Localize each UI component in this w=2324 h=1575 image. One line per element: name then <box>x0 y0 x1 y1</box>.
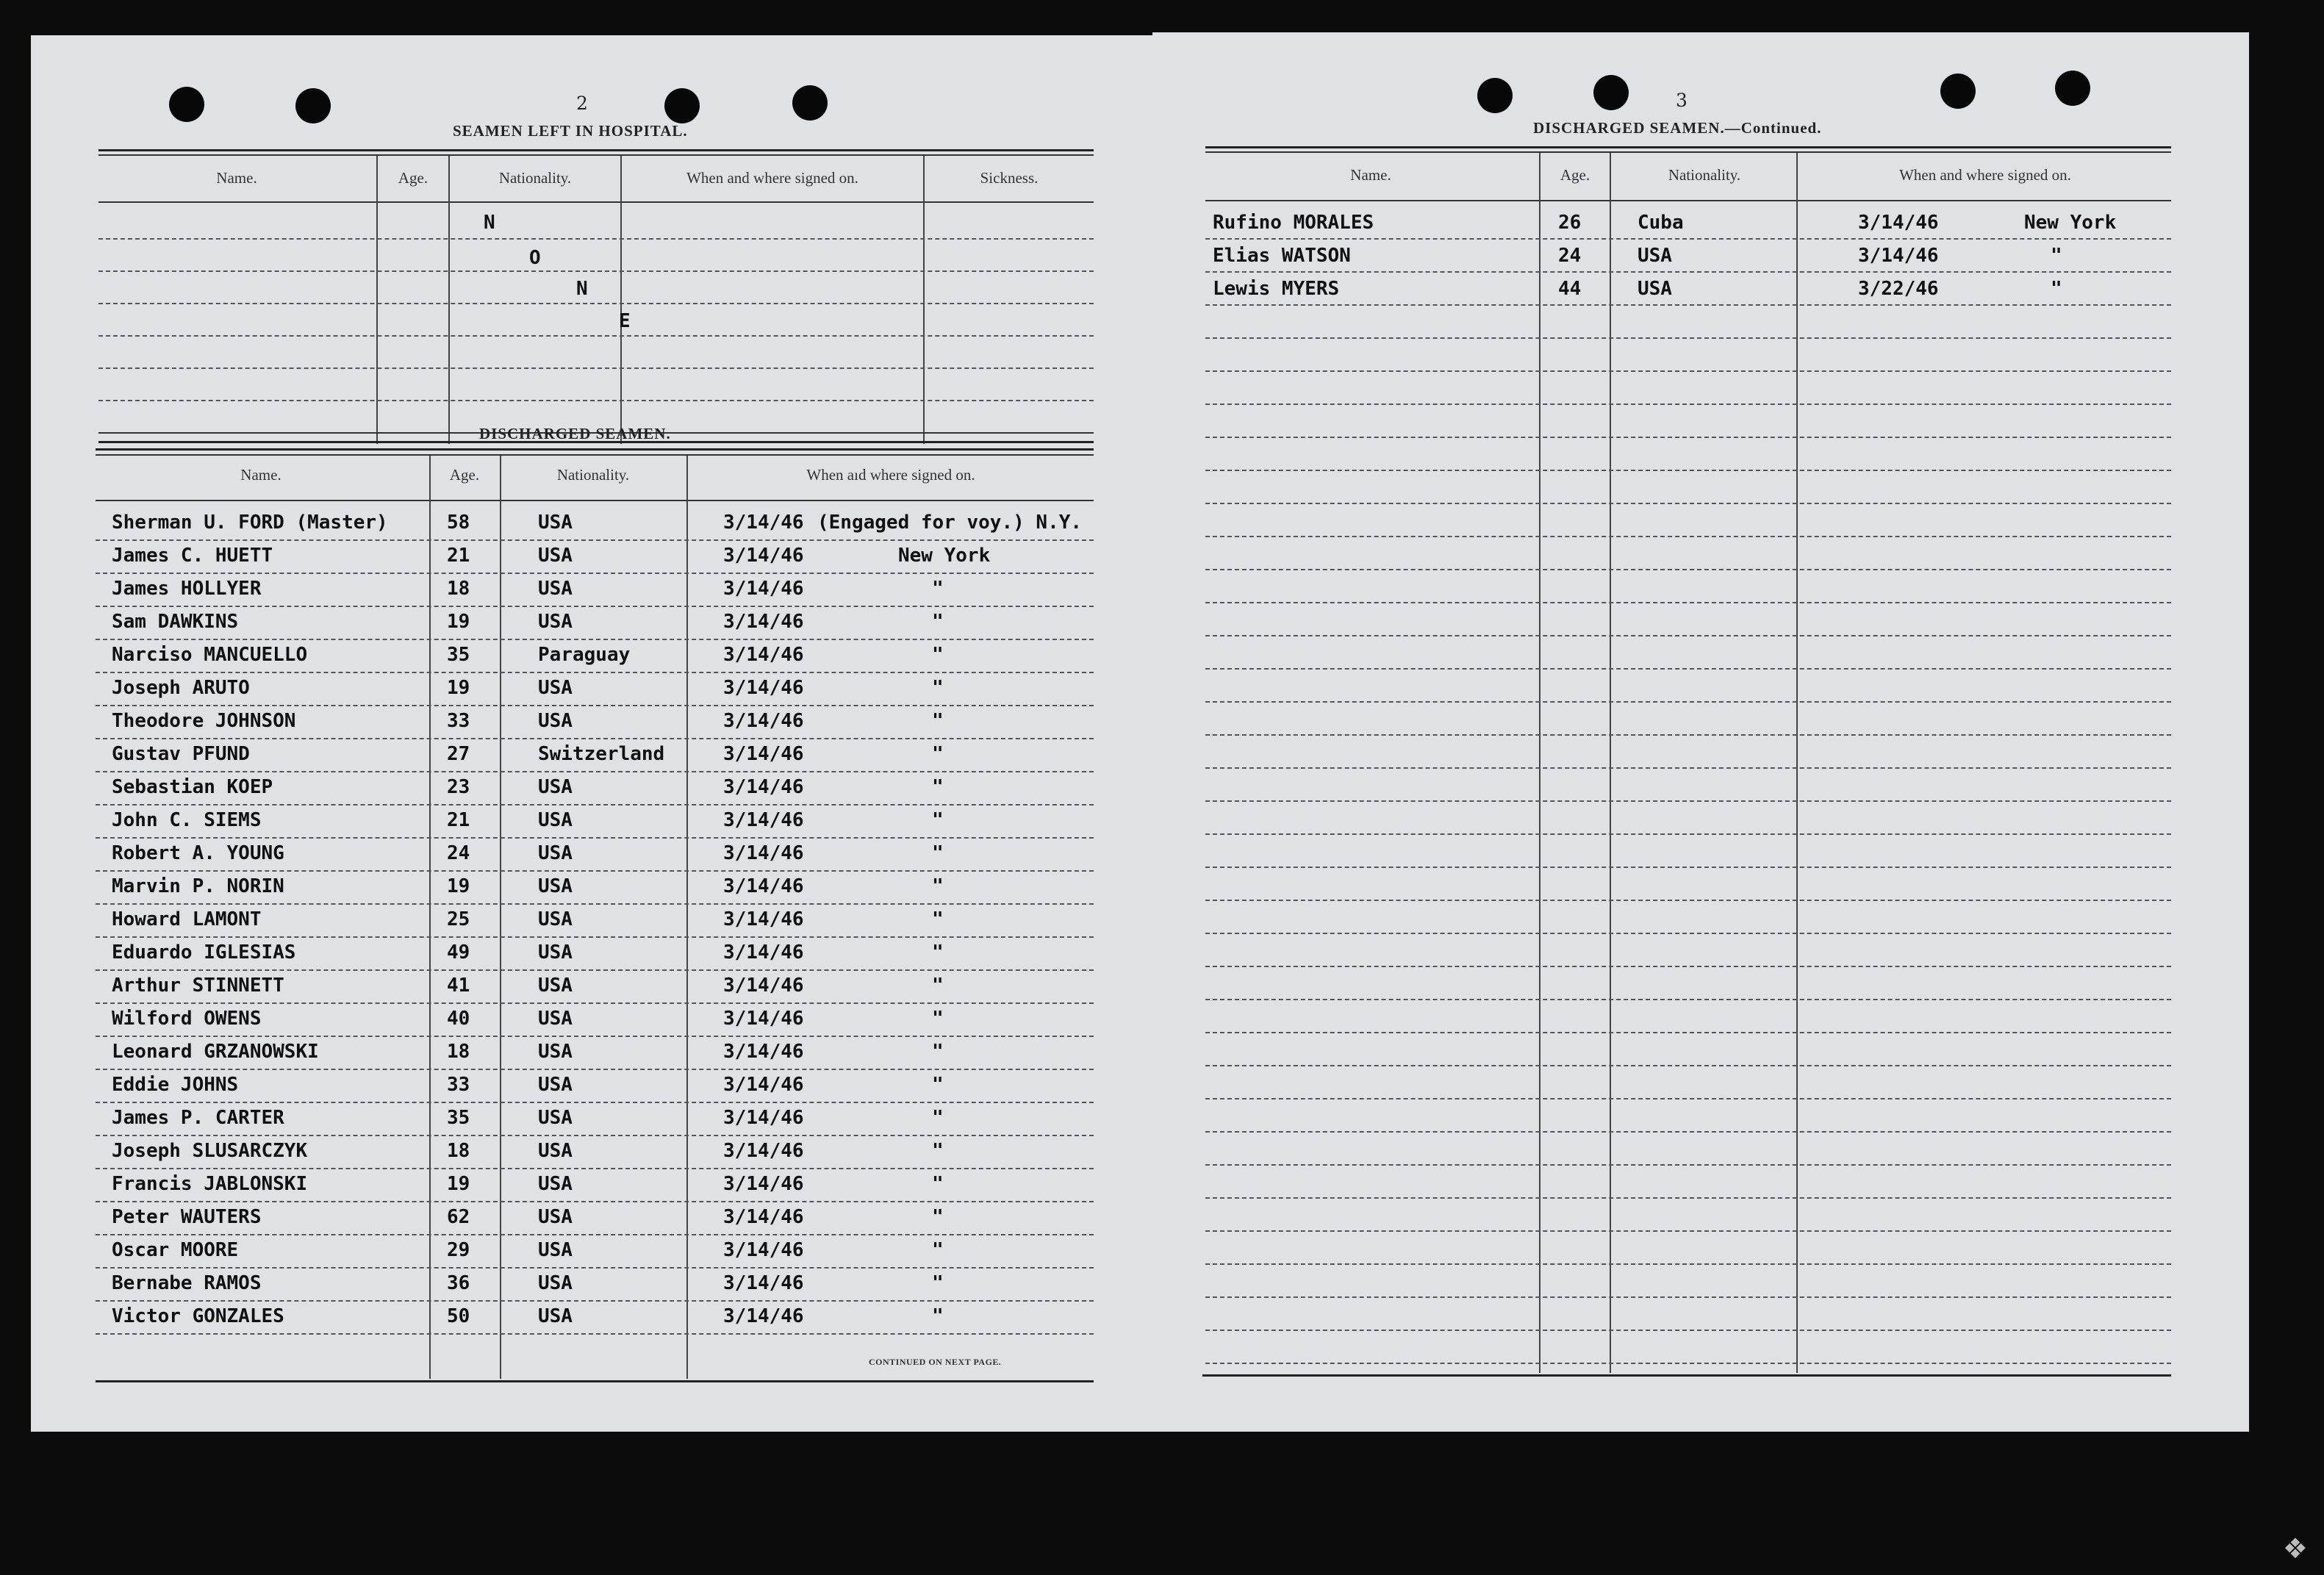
date-cell: 3/14/46 <box>1858 212 1939 234</box>
date-cell: 3/14/46 <box>723 941 804 964</box>
place-cell: " <box>932 1206 944 1228</box>
age-cell: 23 <box>447 776 470 798</box>
place-cell: " <box>2051 245 2062 267</box>
date-cell: 3/14/46 <box>723 776 804 798</box>
place-cell: " <box>932 941 944 964</box>
section-heading-hospital: SEAMEN LEFT IN HOSPITAL. <box>453 122 688 140</box>
date-cell: 3/14/46 <box>723 908 804 930</box>
place-cell: " <box>932 677 944 699</box>
place-cell: " <box>2051 278 2062 300</box>
nationality-cell: USA <box>538 1239 573 1261</box>
punch-hole <box>295 88 331 123</box>
place-cell: " <box>932 1041 944 1063</box>
col-header-nationality: Nationality. <box>498 169 572 187</box>
col-header-nationality: Nationality. <box>1668 166 1741 184</box>
name-cell: Joseph SLUSARCZYK <box>112 1140 308 1162</box>
place-cell: " <box>932 1107 944 1129</box>
punch-hole <box>2055 71 2090 106</box>
nationality-cell: Paraguay <box>538 644 631 666</box>
date-cell: 3/14/46 <box>723 512 804 534</box>
nationality-cell: USA <box>538 1074 573 1096</box>
nationality-cell: USA <box>538 776 573 798</box>
nationality-cell: USA <box>538 875 573 897</box>
age-cell: 24 <box>447 842 470 864</box>
age-cell: 33 <box>447 710 470 732</box>
corner-mark-icon: ❖ <box>2282 1532 2308 1565</box>
place-cell: " <box>932 776 944 798</box>
name-cell: Theodore JOHNSON <box>112 710 296 732</box>
nationality-cell: USA <box>538 677 573 699</box>
name-cell: Howard LAMONT <box>112 908 262 930</box>
nationality-cell: USA <box>538 908 573 930</box>
nationality-cell: USA <box>538 842 573 864</box>
right-page <box>1152 32 2249 1432</box>
date-cell: 3/14/46 <box>723 875 804 897</box>
date-cell: 3/22/46 <box>1858 278 1939 300</box>
age-cell: 40 <box>447 1008 470 1030</box>
date-cell: 3/14/46 <box>723 677 804 699</box>
nationality-cell: USA <box>538 1272 573 1294</box>
age-cell: 36 <box>447 1272 470 1294</box>
date-cell: 3/14/46 <box>723 710 804 732</box>
nationality-cell: USA <box>538 1305 573 1327</box>
place-cell: " <box>932 1239 944 1261</box>
age-cell: 41 <box>447 975 470 997</box>
place-cell: " <box>932 908 944 930</box>
place-cell: " <box>932 710 944 732</box>
name-cell: Narciso MANCUELLO <box>112 644 308 666</box>
age-cell: 50 <box>447 1305 470 1327</box>
age-cell: 24 <box>1558 245 1582 267</box>
place-cell: " <box>932 1008 944 1030</box>
nationality-cell: Cuba <box>1638 212 1684 234</box>
place-cell: " <box>932 1074 944 1096</box>
nationality-cell: USA <box>538 1173 573 1195</box>
name-cell: Gustav PFUND <box>112 743 250 765</box>
name-cell: Eduardo IGLESIAS <box>112 941 296 964</box>
place-cell: " <box>932 1272 944 1294</box>
hospital-mark: N <box>484 212 495 234</box>
punch-hole <box>792 85 828 121</box>
age-cell: 27 <box>447 743 470 765</box>
nationality-cell: USA <box>538 975 573 997</box>
age-cell: 19 <box>447 1173 470 1195</box>
page-number: 2 <box>576 93 588 114</box>
date-cell: 3/14/46 <box>723 644 804 666</box>
age-cell: 19 <box>447 611 470 633</box>
nationality-cell: USA <box>538 1041 573 1063</box>
age-cell: 33 <box>447 1074 470 1096</box>
col-header-nationality: Nationality. <box>556 466 630 484</box>
name-cell: Victor GONZALES <box>112 1305 284 1327</box>
continued-note: CONTINUED ON NEXT PAGE. <box>869 1357 1002 1367</box>
place-cell: " <box>932 842 944 864</box>
age-cell: 18 <box>447 578 470 600</box>
date-cell: 3/14/46 <box>723 1272 804 1294</box>
nationality-cell: Switzerland <box>538 743 665 765</box>
hospital-mark: N <box>576 278 588 300</box>
date-cell: 3/14/46 <box>723 1239 804 1261</box>
age-cell: 25 <box>447 908 470 930</box>
name-cell: Sebastian KOEP <box>112 776 273 798</box>
name-cell: Peter WAUTERS <box>112 1206 262 1228</box>
name-cell: Francis JABLONSKI <box>112 1173 308 1195</box>
nationality-cell: USA <box>538 611 573 633</box>
nationality-cell: USA <box>538 578 573 600</box>
nationality-cell: USA <box>1638 245 1672 267</box>
nationality-cell: USA <box>538 1008 573 1030</box>
age-cell: 35 <box>447 1107 470 1129</box>
name-cell: Eddie JOHNS <box>112 1074 239 1096</box>
col-header-age: Age. <box>1560 166 1590 184</box>
name-cell: Elias WATSON <box>1213 245 1351 267</box>
page-number: 3 <box>1676 90 1688 111</box>
name-cell: Leonard GRZANOWSKI <box>112 1041 319 1063</box>
name-cell: Lewis MYERS <box>1213 278 1340 300</box>
name-cell: Sherman U. FORD (Master) <box>112 512 388 534</box>
age-cell: 19 <box>447 677 470 699</box>
date-cell: 3/14/46 <box>723 1140 804 1162</box>
name-cell: James C. HUETT <box>112 545 273 567</box>
name-cell: John C. SIEMS <box>112 809 262 831</box>
nationality-cell: USA <box>538 1107 573 1129</box>
col-header-name: Name. <box>216 169 257 187</box>
nationality-cell: USA <box>538 545 573 567</box>
nationality-cell: USA <box>538 1140 573 1162</box>
age-cell: 26 <box>1558 212 1582 234</box>
place-cell: New York <box>2024 212 2117 234</box>
age-cell: 44 <box>1558 278 1582 300</box>
nationality-cell: USA <box>538 512 573 534</box>
col-header-signed-on: When and where signed on. <box>1899 166 2071 184</box>
section-heading-discharged-continued: DISCHARGED SEAMEN.—Continued. <box>1533 119 1822 137</box>
punch-hole <box>169 87 204 122</box>
col-header-sickness: Sickness. <box>980 169 1039 187</box>
section-heading-discharged: DISCHARGED SEAMEN. <box>479 425 671 442</box>
place-cell: (Engaged for voy.) N.Y. <box>817 512 1083 534</box>
place-cell: " <box>932 743 944 765</box>
col-header-name: Name. <box>1350 166 1391 184</box>
name-cell: Arthur STINNETT <box>112 975 284 997</box>
nationality-cell: USA <box>538 710 573 732</box>
date-cell: 3/14/46 <box>723 975 804 997</box>
name-cell: James P. CARTER <box>112 1107 284 1129</box>
place-cell: " <box>932 875 944 897</box>
col-header-age: Age. <box>449 466 480 484</box>
nationality-cell: USA <box>538 809 573 831</box>
place-cell: " <box>932 578 944 600</box>
name-cell: Bernabe RAMOS <box>112 1272 262 1294</box>
age-cell: 19 <box>447 875 470 897</box>
date-cell: 3/14/46 <box>723 1074 804 1096</box>
age-cell: 29 <box>447 1239 470 1261</box>
date-cell: 3/14/46 <box>723 809 804 831</box>
place-cell: " <box>932 644 944 666</box>
punch-hole <box>664 88 700 123</box>
place-cell: " <box>932 809 944 831</box>
col-header-name: Name. <box>240 466 281 484</box>
col-header-age: Age. <box>398 169 428 187</box>
age-cell: 18 <box>447 1041 470 1063</box>
name-cell: Joseph ARUTO <box>112 677 250 699</box>
name-cell: Marvin P. NORIN <box>112 875 284 897</box>
date-cell: 3/14/46 <box>723 1206 804 1228</box>
nationality-cell: USA <box>538 1206 573 1228</box>
date-cell: 3/14/46 <box>723 1305 804 1327</box>
hospital-mark: E <box>619 310 631 332</box>
date-cell: 3/14/46 <box>723 1041 804 1063</box>
date-cell: 3/14/46 <box>723 842 804 864</box>
name-cell: Wilford OWENS <box>112 1008 262 1030</box>
place-cell: " <box>932 1173 944 1195</box>
date-cell: 3/14/46 <box>723 1008 804 1030</box>
left-page <box>31 35 1152 1432</box>
hospital-mark: O <box>529 247 541 269</box>
date-cell: 3/14/46 <box>723 1173 804 1195</box>
date-cell: 3/14/46 <box>723 578 804 600</box>
place-cell: " <box>932 611 944 633</box>
age-cell: 18 <box>447 1140 470 1162</box>
name-cell: Robert A. YOUNG <box>112 842 284 864</box>
nationality-cell: USA <box>1638 278 1672 300</box>
name-cell: James HOLLYER <box>112 578 262 600</box>
col-header-signed-on: When aıd where signed on. <box>806 466 975 484</box>
date-cell: 3/14/46 <box>723 545 804 567</box>
punch-hole <box>1940 73 1976 109</box>
age-cell: 35 <box>447 644 470 666</box>
punch-hole <box>1593 75 1629 110</box>
age-cell: 21 <box>447 809 470 831</box>
date-cell: 3/14/46 <box>723 1107 804 1129</box>
name-cell: Sam DAWKINS <box>112 611 239 633</box>
date-cell: 3/14/46 <box>723 743 804 765</box>
age-cell: 21 <box>447 545 470 567</box>
name-cell: Rufino MORALES <box>1213 212 1374 234</box>
date-cell: 3/14/46 <box>723 611 804 633</box>
place-cell: " <box>932 975 944 997</box>
name-cell: Oscar MOORE <box>112 1239 239 1261</box>
place-cell: " <box>932 1305 944 1327</box>
place-cell: New York <box>898 545 991 567</box>
place-cell: " <box>932 1140 944 1162</box>
nationality-cell: USA <box>538 941 573 964</box>
age-cell: 62 <box>447 1206 470 1228</box>
punch-hole <box>1477 78 1513 113</box>
age-cell: 49 <box>447 941 470 964</box>
date-cell: 3/14/46 <box>1858 245 1939 267</box>
col-header-signed-on: When and where signed on. <box>686 169 858 187</box>
age-cell: 58 <box>447 512 470 534</box>
